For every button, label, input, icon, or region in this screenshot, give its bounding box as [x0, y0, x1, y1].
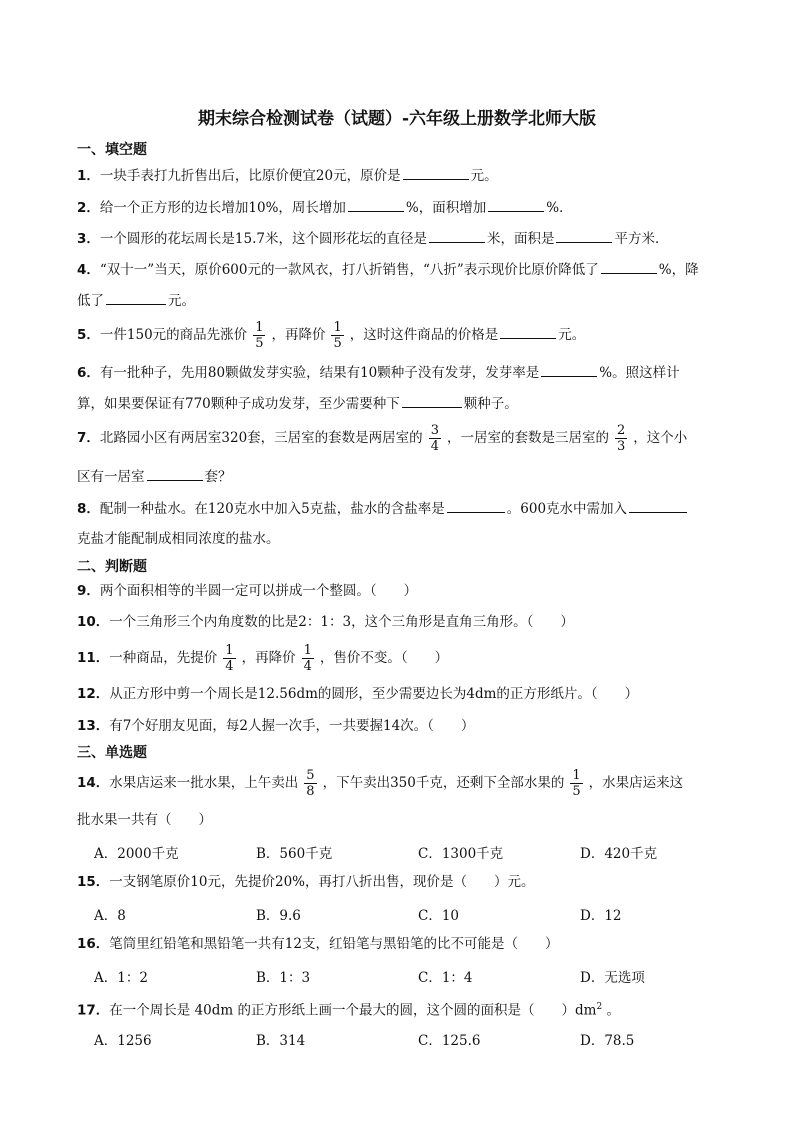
question-text: 配制一种盐水。在120克水中加入5克盐，盐水的含盐率是: [99, 501, 445, 517]
question-text: %．: [546, 200, 573, 216]
question-text: “双十一”当天，原价600元的一款风衣，打八折销售，“八折”表示现价比原价降低了: [99, 262, 599, 278]
question-text: %。照这样计: [599, 365, 680, 381]
question-text: 有一批种子，先用80颗做发芽实验，结果有10颗种子没有发芽，发芽率是: [99, 365, 540, 381]
question-13: [77, 716, 474, 736]
option-d[interactable]: D．无选项: [580, 970, 645, 986]
question-number: 2．: [77, 200, 100, 216]
question-text: 克盐才能配制成相同浓度的盐水。: [77, 531, 280, 547]
fraction-denominator: 3: [616, 439, 626, 454]
answer-blank[interactable]: [403, 165, 469, 180]
question-7: [77, 420, 687, 456]
question-number: 1．: [77, 168, 100, 184]
question-text: 。600克水中需加入: [506, 501, 628, 517]
question-text: 低了: [77, 293, 104, 309]
option-a[interactable]: A．1256: [94, 1033, 152, 1049]
question-text: 算，如果要保证有770颗种子成功发芽，至少需要种下: [77, 396, 400, 412]
question-text: %，面积增加: [405, 200, 487, 216]
question-14: [77, 765, 683, 801]
section-heading-single-choice: 三、单选题: [77, 745, 147, 761]
question-text: 元。: [558, 327, 586, 343]
question-text: 一个圆形的花坛周长是15.7米，这个圆形花坛的直径是: [99, 231, 427, 247]
answer-blank[interactable]: [106, 290, 166, 305]
fraction: [304, 768, 316, 799]
question-15: [77, 872, 534, 892]
answer-blank[interactable]: [629, 498, 687, 513]
fraction-numerator: 1: [333, 320, 342, 335]
question-text: 元。: [470, 168, 498, 184]
answer-blank[interactable]: [447, 498, 505, 513]
question-number: 3．: [77, 231, 100, 247]
question-10: [77, 612, 574, 632]
question-text: 。: [602, 1002, 620, 1019]
option-d[interactable]: D．12: [580, 908, 622, 924]
answer-blank[interactable]: [500, 324, 556, 339]
option-a[interactable]: A．2000千克: [94, 846, 179, 862]
question-text: 一块手表打九折售出后，比原价便宜20元，原价是: [99, 168, 401, 184]
question-8: [77, 498, 689, 519]
question-number: 10．: [77, 614, 110, 630]
option-b[interactable]: B．9.6: [256, 908, 301, 924]
answer-blank[interactable]: [429, 228, 485, 243]
question-12: [77, 684, 638, 704]
question-text: 一件150元的商品先涨价: [99, 327, 248, 343]
fraction-numerator: 1: [572, 768, 581, 783]
answer-blank[interactable]: [147, 466, 203, 481]
answer-blank[interactable]: [541, 362, 597, 377]
question-text: ，这时这件商品的价格是: [349, 327, 499, 343]
question-16: [77, 934, 558, 954]
option-a[interactable]: A．1：2: [94, 970, 148, 986]
option-a[interactable]: A．8: [94, 908, 126, 924]
question-4-cont: [77, 290, 195, 311]
fraction-numerator: 1: [225, 643, 234, 658]
question-number: 11．: [77, 650, 110, 666]
question-9: [77, 581, 417, 601]
question-text: 颗种子。: [463, 396, 518, 412]
question-text: 笔筒里红铅笔和黑铅笔一共有12支，红铅笔与黑铅笔的比不可能是（ ）: [109, 936, 559, 952]
question-text: ，再降价: [241, 650, 296, 666]
question-text: 批水果一共有（ ）: [77, 812, 212, 828]
question-number: 8．: [77, 501, 100, 517]
question-number: 7．: [77, 430, 100, 446]
fraction-denominator: 4: [225, 659, 234, 674]
fraction: [331, 320, 343, 351]
question-4: [77, 259, 699, 280]
question-text: 米，面积是: [486, 231, 555, 247]
question-11: [77, 640, 448, 676]
question-text: 一支钢笔原价10元，先提价20%，再打八折出售，现价是（ ）元。: [109, 874, 535, 890]
answer-blank[interactable]: [488, 197, 544, 212]
question-text: ，水果店运来这: [588, 775, 684, 791]
question-3: [77, 228, 668, 249]
question-text: 水果店运来一批水果，上午卖出: [109, 775, 299, 791]
section-heading-true-false: 二、判断题: [77, 559, 147, 575]
question-number: 5．: [77, 327, 100, 343]
question-8-cont: [77, 529, 280, 549]
question-text: 给一个正方形的边长增加10%，周长增加: [99, 200, 346, 216]
answer-blank[interactable]: [348, 197, 404, 212]
question-1: [77, 165, 498, 186]
fraction: [429, 423, 441, 454]
section-heading-fill-blank: 一、填空题: [77, 142, 147, 158]
question-6: [77, 362, 680, 383]
answer-blank[interactable]: [402, 393, 462, 408]
fraction-denominator: 4: [430, 439, 439, 454]
question-number: 9．: [77, 583, 100, 599]
question-text: 北路园小区有两居室320套，三居室的套数是两居室的: [99, 430, 423, 446]
fraction: [253, 320, 265, 351]
fraction-denominator: 8: [306, 784, 315, 799]
question-text: 平方米．: [614, 231, 669, 247]
question-2: [77, 197, 573, 218]
question-number: 12．: [77, 686, 110, 702]
option-c[interactable]: C．1300千克: [418, 846, 504, 862]
superscript: 2: [596, 1002, 603, 1012]
fraction-denominator: 5: [333, 336, 342, 351]
answer-blank[interactable]: [556, 228, 612, 243]
question-17: [77, 997, 620, 1021]
question-text: 套？: [204, 469, 232, 485]
answer-blank[interactable]: [601, 259, 657, 274]
question-text: 在一个周长是 40dm 的正方形纸上画一个最大的圆，这个圆的面积是（ ）dm: [109, 1002, 597, 1019]
question-text: 有7个好朋友见面，每2人握一次手，一共要握14次。（ ）: [109, 718, 475, 734]
fraction-denominator: 5: [572, 784, 581, 799]
fraction-numerator: 1: [255, 320, 264, 335]
question-5: [77, 317, 585, 353]
question-text: 两个面积相等的半圆一定可以拼成一个整圆。（ ）: [99, 583, 418, 599]
question-number: 14．: [77, 775, 110, 791]
question-14-cont: [77, 810, 212, 830]
question-text: %，降: [658, 262, 699, 278]
question-number: 17．: [77, 1002, 110, 1019]
fraction-numerator: 5: [306, 768, 315, 783]
option-b[interactable]: B．560千克: [256, 846, 333, 862]
question-text: ，售价不变。（ ）: [319, 650, 449, 666]
question-6-cont: [77, 393, 518, 414]
question-text: 一种商品，先提价: [109, 650, 218, 666]
question-number: 15．: [77, 874, 110, 890]
question-number: 13．: [77, 718, 110, 734]
fraction-numerator: 1: [303, 643, 312, 658]
fraction: [615, 423, 627, 454]
question-text: ，这个小: [633, 430, 688, 446]
question-text: ，一居室的套数是三居室的: [446, 430, 609, 446]
option-b[interactable]: B．314: [256, 1033, 306, 1049]
question-text: 一个三角形三个内角度数的比是2：1：3，这个三角形是直角三角形。（ ）: [109, 614, 574, 630]
option-d[interactable]: D．78.5: [580, 1033, 635, 1049]
page-title: 期末综合检测试卷（试题）-六年级上册数学北师大版: [197, 109, 597, 129]
fraction-denominator: 5: [255, 336, 264, 351]
fraction: [570, 768, 582, 799]
option-c[interactable]: C．10: [418, 908, 460, 924]
question-number: 4．: [77, 262, 100, 278]
question-text: 从正方形中剪一个周长是12.56dm的圆形，至少需要边长为4dm的正方形纸片。（ ）: [109, 686, 639, 702]
question-text: 元。: [168, 293, 195, 309]
fraction-numerator: 3: [430, 423, 439, 438]
option-d[interactable]: D．420千克: [580, 846, 658, 862]
fraction: [302, 643, 314, 674]
question-text: 区有一居室: [77, 469, 145, 485]
option-b[interactable]: B．1：3: [256, 970, 311, 986]
fraction: [223, 643, 235, 674]
option-c[interactable]: C．1：4: [418, 970, 473, 986]
fraction-numerator: 2: [616, 423, 626, 438]
question-text: ，下午卖出350千克，还剩下全部水果的: [322, 775, 565, 791]
question-text: ，再降价: [271, 327, 326, 343]
question-number: 6．: [77, 365, 100, 381]
option-c[interactable]: C．125.6: [418, 1033, 481, 1049]
question-7-cont: [77, 466, 232, 487]
fraction-denominator: 4: [303, 659, 312, 674]
question-number: 16．: [77, 936, 110, 952]
